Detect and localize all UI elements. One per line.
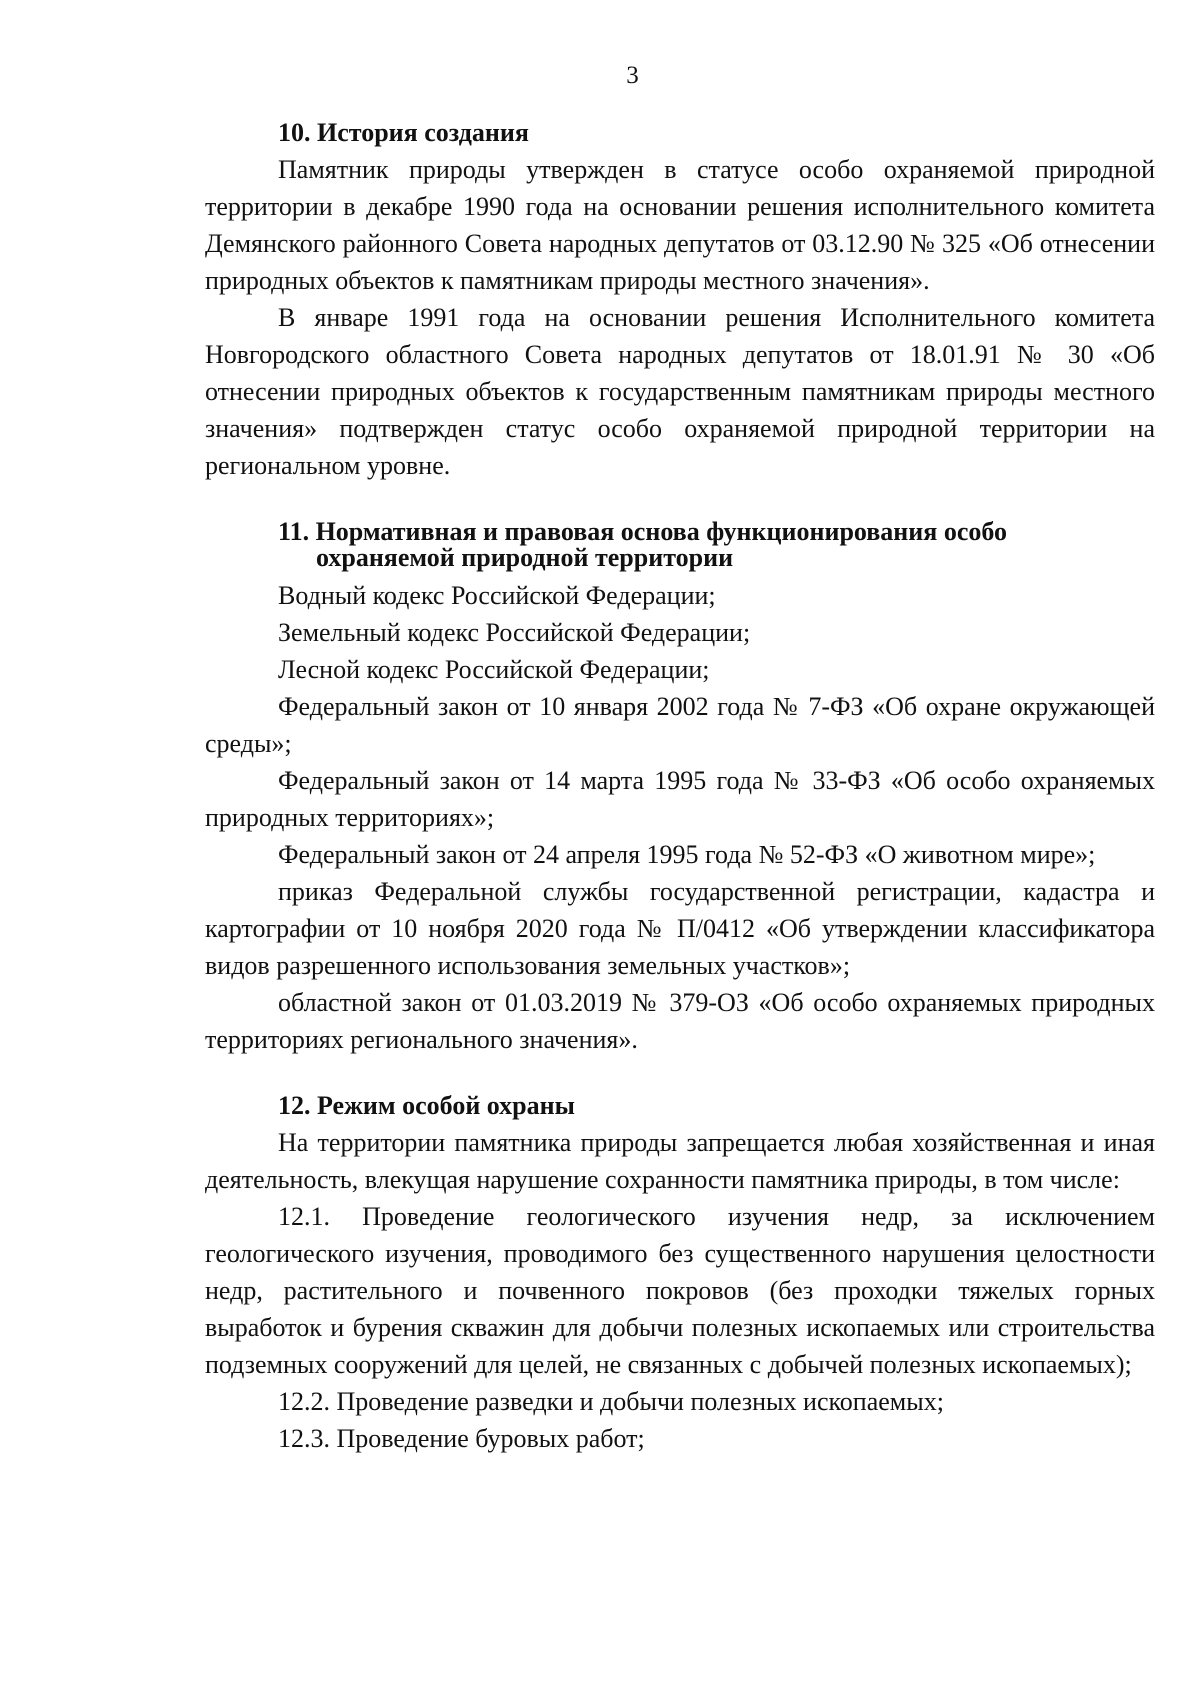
page-number: 3 bbox=[626, 62, 639, 89]
legal-basis-item: Земельный кодекс Российской Федерации; bbox=[278, 618, 751, 647]
section-11-heading-line1: 11. Нормативная и правовая основа функционирования особо bbox=[278, 517, 1008, 546]
section-11-heading bbox=[205, 513, 1155, 577]
document-body bbox=[205, 114, 1155, 1457]
section-10-paragraph: Памятник природы утвержден в статусе особо охраняемой природной территории в декабре 1990 года на основании решения исполнительного комитета Демянского районного Совета народных депутатов от 03.12.90 № 325 «Об отнесении природных объектов к памятникам природы местного значения». bbox=[205, 155, 1155, 295]
restriction-item: 12.1. Проведение геологического изучения недр, за исключением геологического изучения, проводимого без существенного нарушения целостности недр, растительного и почвенного покровов (без проходки тяжелых горных выработок и бурения скважин для добычи полезных ископаемых или строительства подземных сооружений для целей, не связанных с добычей полезных ископаемых); bbox=[205, 1202, 1155, 1379]
legal-basis-item: Федеральный закон от 14 марта 1995 года № 33-ФЗ «Об особо охраняемых природных территориях»; bbox=[205, 766, 1155, 832]
section-12-intro: На территории памятника природы запрещается любая хозяйственная и иная деятельность, влекущая нарушение сохранности памятника природы, в том числе: bbox=[205, 1128, 1155, 1194]
restriction-item: 12.2. Проведение разведки и добычи полезных ископаемых; bbox=[278, 1387, 944, 1416]
section-12-heading: 12. Режим особой охраны bbox=[278, 1091, 575, 1120]
section-11 bbox=[205, 513, 1155, 1058]
section-10-heading: 10. История создания bbox=[278, 118, 529, 147]
section-10 bbox=[205, 114, 1155, 484]
section-11-heading-line2: охраняемой природной территории bbox=[316, 543, 734, 572]
legal-basis-item: Лесной кодекс Российской Федерации; bbox=[278, 655, 710, 684]
legal-basis-item: Федеральный закон от 24 апреля 1995 года № 52-ФЗ «О животном мире»; bbox=[278, 840, 1096, 869]
restriction-item: 12.3. Проведение буровых работ; bbox=[278, 1424, 645, 1453]
section-12 bbox=[205, 1087, 1155, 1457]
section-10-paragraph: В январе 1991 года на основании решения Исполнительного комитета Новгородского областного Совета народных депутатов от 18.01.91 № 30 «Об отнесении природных объектов к государственным памятникам природы местного значения» подтвержден статус особо охраняемой природной территории на региональном уровне. bbox=[205, 303, 1155, 480]
legal-basis-item: приказ Федеральной службы государственной регистрации, кадастра и картографии от 10 ноября 2020 года № П/0412 «Об утверждении классификатора видов разрешенного использования земельных участков»; bbox=[205, 877, 1155, 980]
legal-basis-item: областной закон от 01.03.2019 № 379-ОЗ «Об особо охраняемых природных территориях регионального значения». bbox=[205, 988, 1155, 1054]
legal-basis-item: Федеральный закон от 10 января 2002 года № 7-ФЗ «Об охране окружающей среды»; bbox=[205, 692, 1155, 758]
legal-basis-item: Водный кодекс Российской Федерации; bbox=[278, 581, 716, 610]
